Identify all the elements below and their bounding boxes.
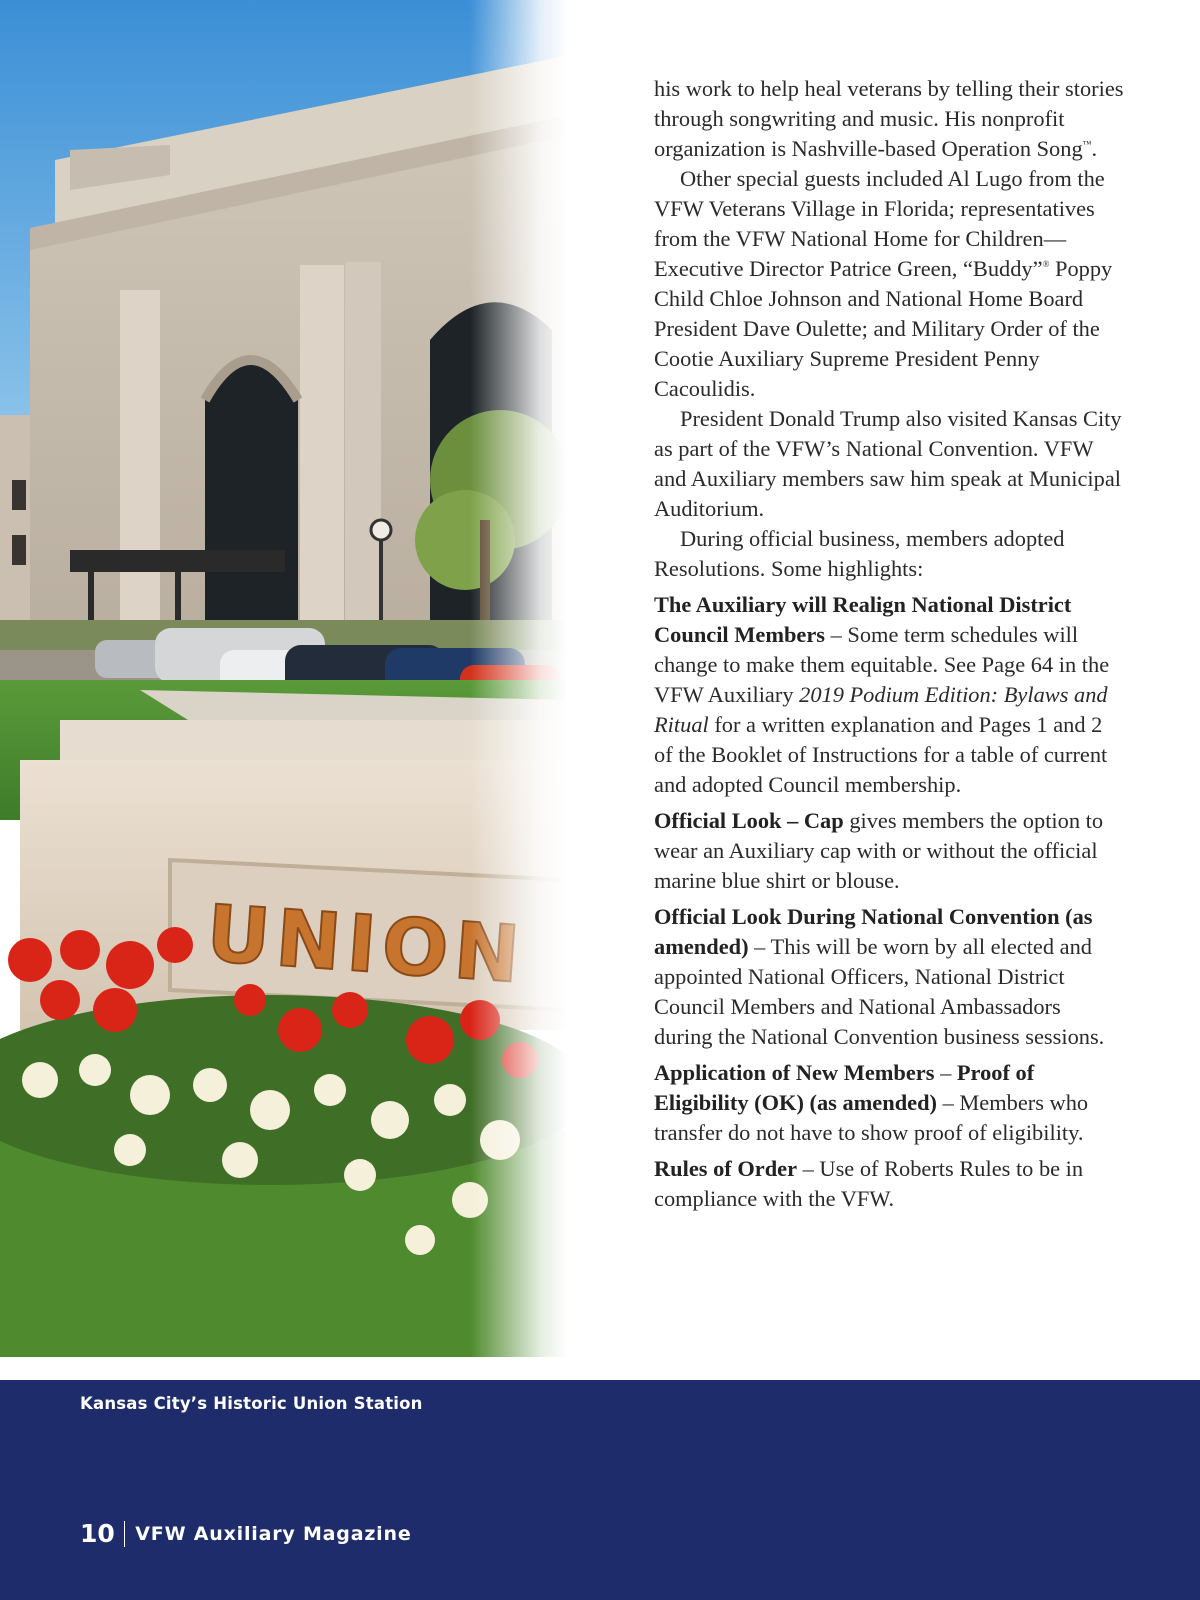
page-number: 10 bbox=[80, 1519, 115, 1548]
magazine-title: VFW Auxiliary Magazine bbox=[135, 1522, 412, 1545]
folio bbox=[80, 1519, 412, 1548]
resolution-title: Application of New Members bbox=[654, 1060, 935, 1085]
resolution-item: Application of New Members – Proof of Eligibility (OK) (as amended) – Members who transfer do not have to show proof of eligibility. bbox=[654, 1060, 1089, 1145]
folio-divider bbox=[124, 1521, 126, 1547]
article-paragraph: President Donald Trump also visited Kansas City as part of the VFW’s National Convention. VFW and Auxiliary members saw him speak at Municipal Auditorium. bbox=[654, 406, 1122, 521]
article-paragraph: During official business, members adopted Resolutions. Some highlights: bbox=[654, 526, 1065, 581]
resolution-item: Rules of Order – Use of Roberts Rules to be in compliance with the VFW. bbox=[654, 1156, 1084, 1211]
resolution-item: The Auxiliary will Realign National District Council Members – Some term schedules will change to make them equitable. See Page 64 in the VFW Auxiliary 2019 Podium Edition: Bylaws and Ritual for a written explanation and Pages 1 and 2 of the Booklet of Instructions for a table of current and adopted Council membership. bbox=[654, 592, 1110, 797]
photo-caption: Kansas City’s Historic Union Station bbox=[80, 1394, 423, 1413]
resolution-item: Official Look – Cap gives members the option to wear an Auxiliary cap with or without the official marine blue shirt or blouse. bbox=[654, 808, 1104, 893]
article-body bbox=[654, 74, 1124, 1214]
footer-band bbox=[0, 1380, 1200, 1600]
photo-fade-overlay bbox=[0, 0, 570, 1357]
resolution-title: The Auxiliary will Realign National District Council Members bbox=[654, 592, 1072, 647]
article-paragraph: his work to help heal veterans by telling their stories through songwriting and music. His nonprofit organization is Nashville-based Operation Song™. bbox=[654, 76, 1124, 161]
resolution-title: Rules of Order bbox=[654, 1156, 798, 1181]
resolution-title: Official Look – Cap bbox=[654, 808, 844, 833]
resolution-title: Official Look During National Convention (as amended) bbox=[654, 904, 1093, 959]
union-station-photo bbox=[0, 0, 570, 1357]
resolution-title: Proof of Eligibility (OK) (as amended) bbox=[654, 1060, 1035, 1115]
resolution-item: Official Look During National Convention (as amended) – This will be worn by all elected and appointed National Officers, National District Council Members and National Ambassadors during the National Convention business sessions. bbox=[654, 904, 1105, 1049]
article-paragraph: Other special guests included Al Lugo from the VFW Veterans Village in Florida; representatives from the VFW National Home for Children—Executive Director Patrice Green, “Buddy”® Poppy Child Chloe Johnson and National Home Board President Dave Oulette; and Military Order of the Cootie Auxiliary Supreme President Penny Cacoulidis. bbox=[654, 166, 1113, 401]
